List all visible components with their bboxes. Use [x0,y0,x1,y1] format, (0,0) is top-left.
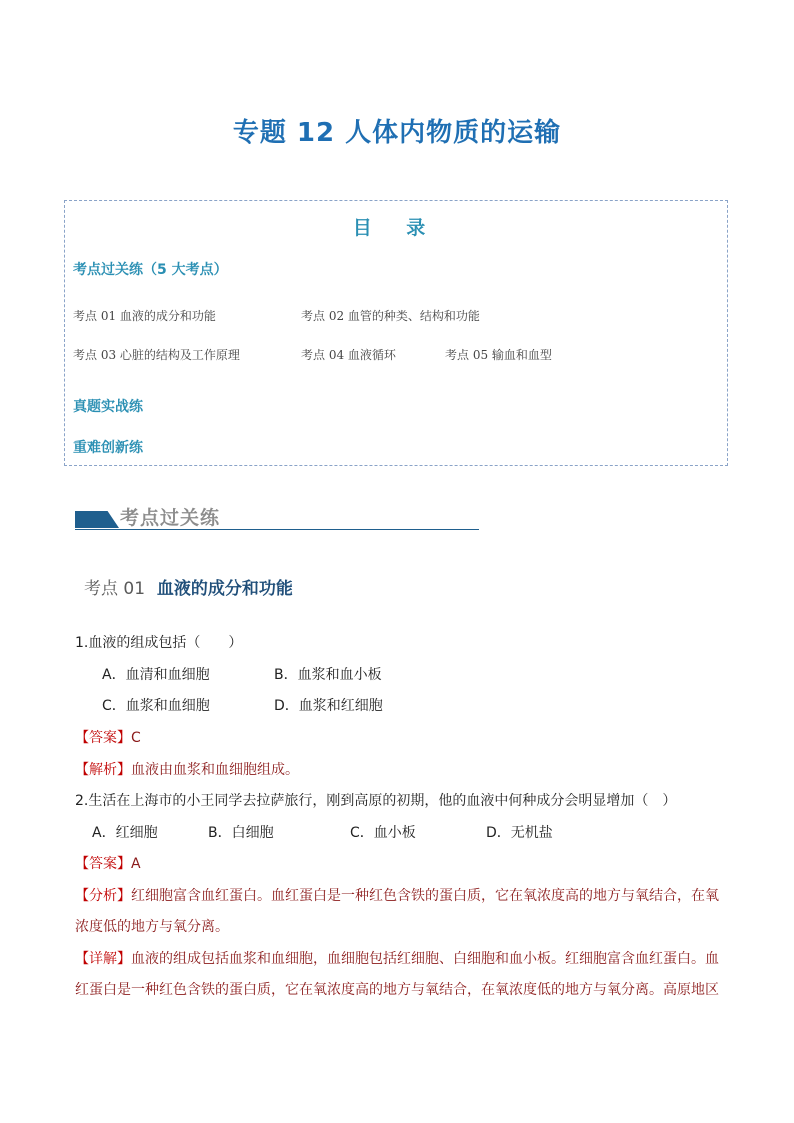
toc-item-kaodian-04[interactable]: 考点 04 血液循环 [301,348,396,362]
q2-answer-tag: 【答案】 [75,856,131,872]
q1-option-c: C．血浆和血细胞 [102,698,210,714]
toc-item-kaodian-05[interactable]: 考点 05 输血和血型 [445,348,552,362]
q1-stem: 1.血液的组成包括（ ） [75,635,243,651]
q1-analysis-text: 血液由血浆和血细胞组成。 [131,762,299,778]
q2-xiangjie-line2: 红蛋白是一种红色含铁的蛋白质，它在氧浓度高的地方与氧结合，在氧浓度低的地方与氧分离。高原地区 [75,982,719,998]
q2-option-a: A．红细胞 [92,825,158,841]
q2-option-d: D．无机盐 [486,825,553,841]
q1-analysis [75,759,299,779]
q2-answer-value: A [131,856,141,872]
q2-xiangjie-text1: 血液的组成包括血浆和血细胞，血细胞包括红细胞、白细胞和血小板。红细胞富含血红蛋白。血 [131,951,719,967]
q2-answer [75,853,141,873]
q1-answer [75,727,141,747]
q2-stem: 2.生活在上海市的小王同学去拉萨旅行，刚到高原的初期，他的血液中何种成分会明显增加（ ） [75,793,677,809]
q1-analysis-tag: 【解析】 [75,762,131,778]
toc-link-zhenti[interactable]: 真题实战练 [73,399,143,415]
q2-option-c: C．血小板 [350,825,416,841]
q2-option-b: B．白细胞 [208,825,274,841]
q2-fenxi-tag: 【分析】 [75,888,131,904]
toc-item-kaodian-01[interactable]: 考点 01 血液的成分和功能 [73,309,216,323]
table-of-contents [64,200,728,466]
q1-answer-value: C [131,730,141,746]
kaodian-title [84,574,293,599]
page-title: 专题 12 人体内物质的运输 [232,118,562,148]
q2-xiangjie-line1 [75,948,719,968]
q1-option-b: B．血浆和血小板 [274,667,382,683]
section-header-decoration [75,511,119,528]
q1-answer-tag: 【答案】 [75,730,131,746]
kaodian-number: 考点 01 [84,579,146,599]
q1-option-a: A．血清和血细胞 [102,667,210,683]
toc-link-kaodian[interactable]: 考点过关练（5 大考点） [73,262,228,278]
toc-heading: 目 录 [352,217,440,239]
toc-link-zhongnan[interactable]: 重难创新练 [73,440,143,456]
section-header [75,507,479,530]
q2-fenxi-line1 [75,885,719,905]
q2-xiangjie-tag: 【详解】 [75,951,131,967]
toc-item-kaodian-03[interactable]: 考点 03 心脏的结构及工作原理 [73,348,240,362]
q2-fenxi-line2: 浓度低的地方与氧分离。 [75,919,229,935]
q1-option-d: D．血浆和红细胞 [274,698,383,714]
section-header-label: 考点过关练 [120,507,221,529]
kaodian-name: 血液的成分和功能 [156,579,293,599]
toc-item-kaodian-02[interactable]: 考点 02 血管的种类、结构和功能 [301,309,480,323]
q2-fenxi-text1: 红细胞富含血红蛋白。血红蛋白是一种红色含铁的蛋白质，它在氧浓度高的地方与氧结合，在氧 [131,888,719,904]
